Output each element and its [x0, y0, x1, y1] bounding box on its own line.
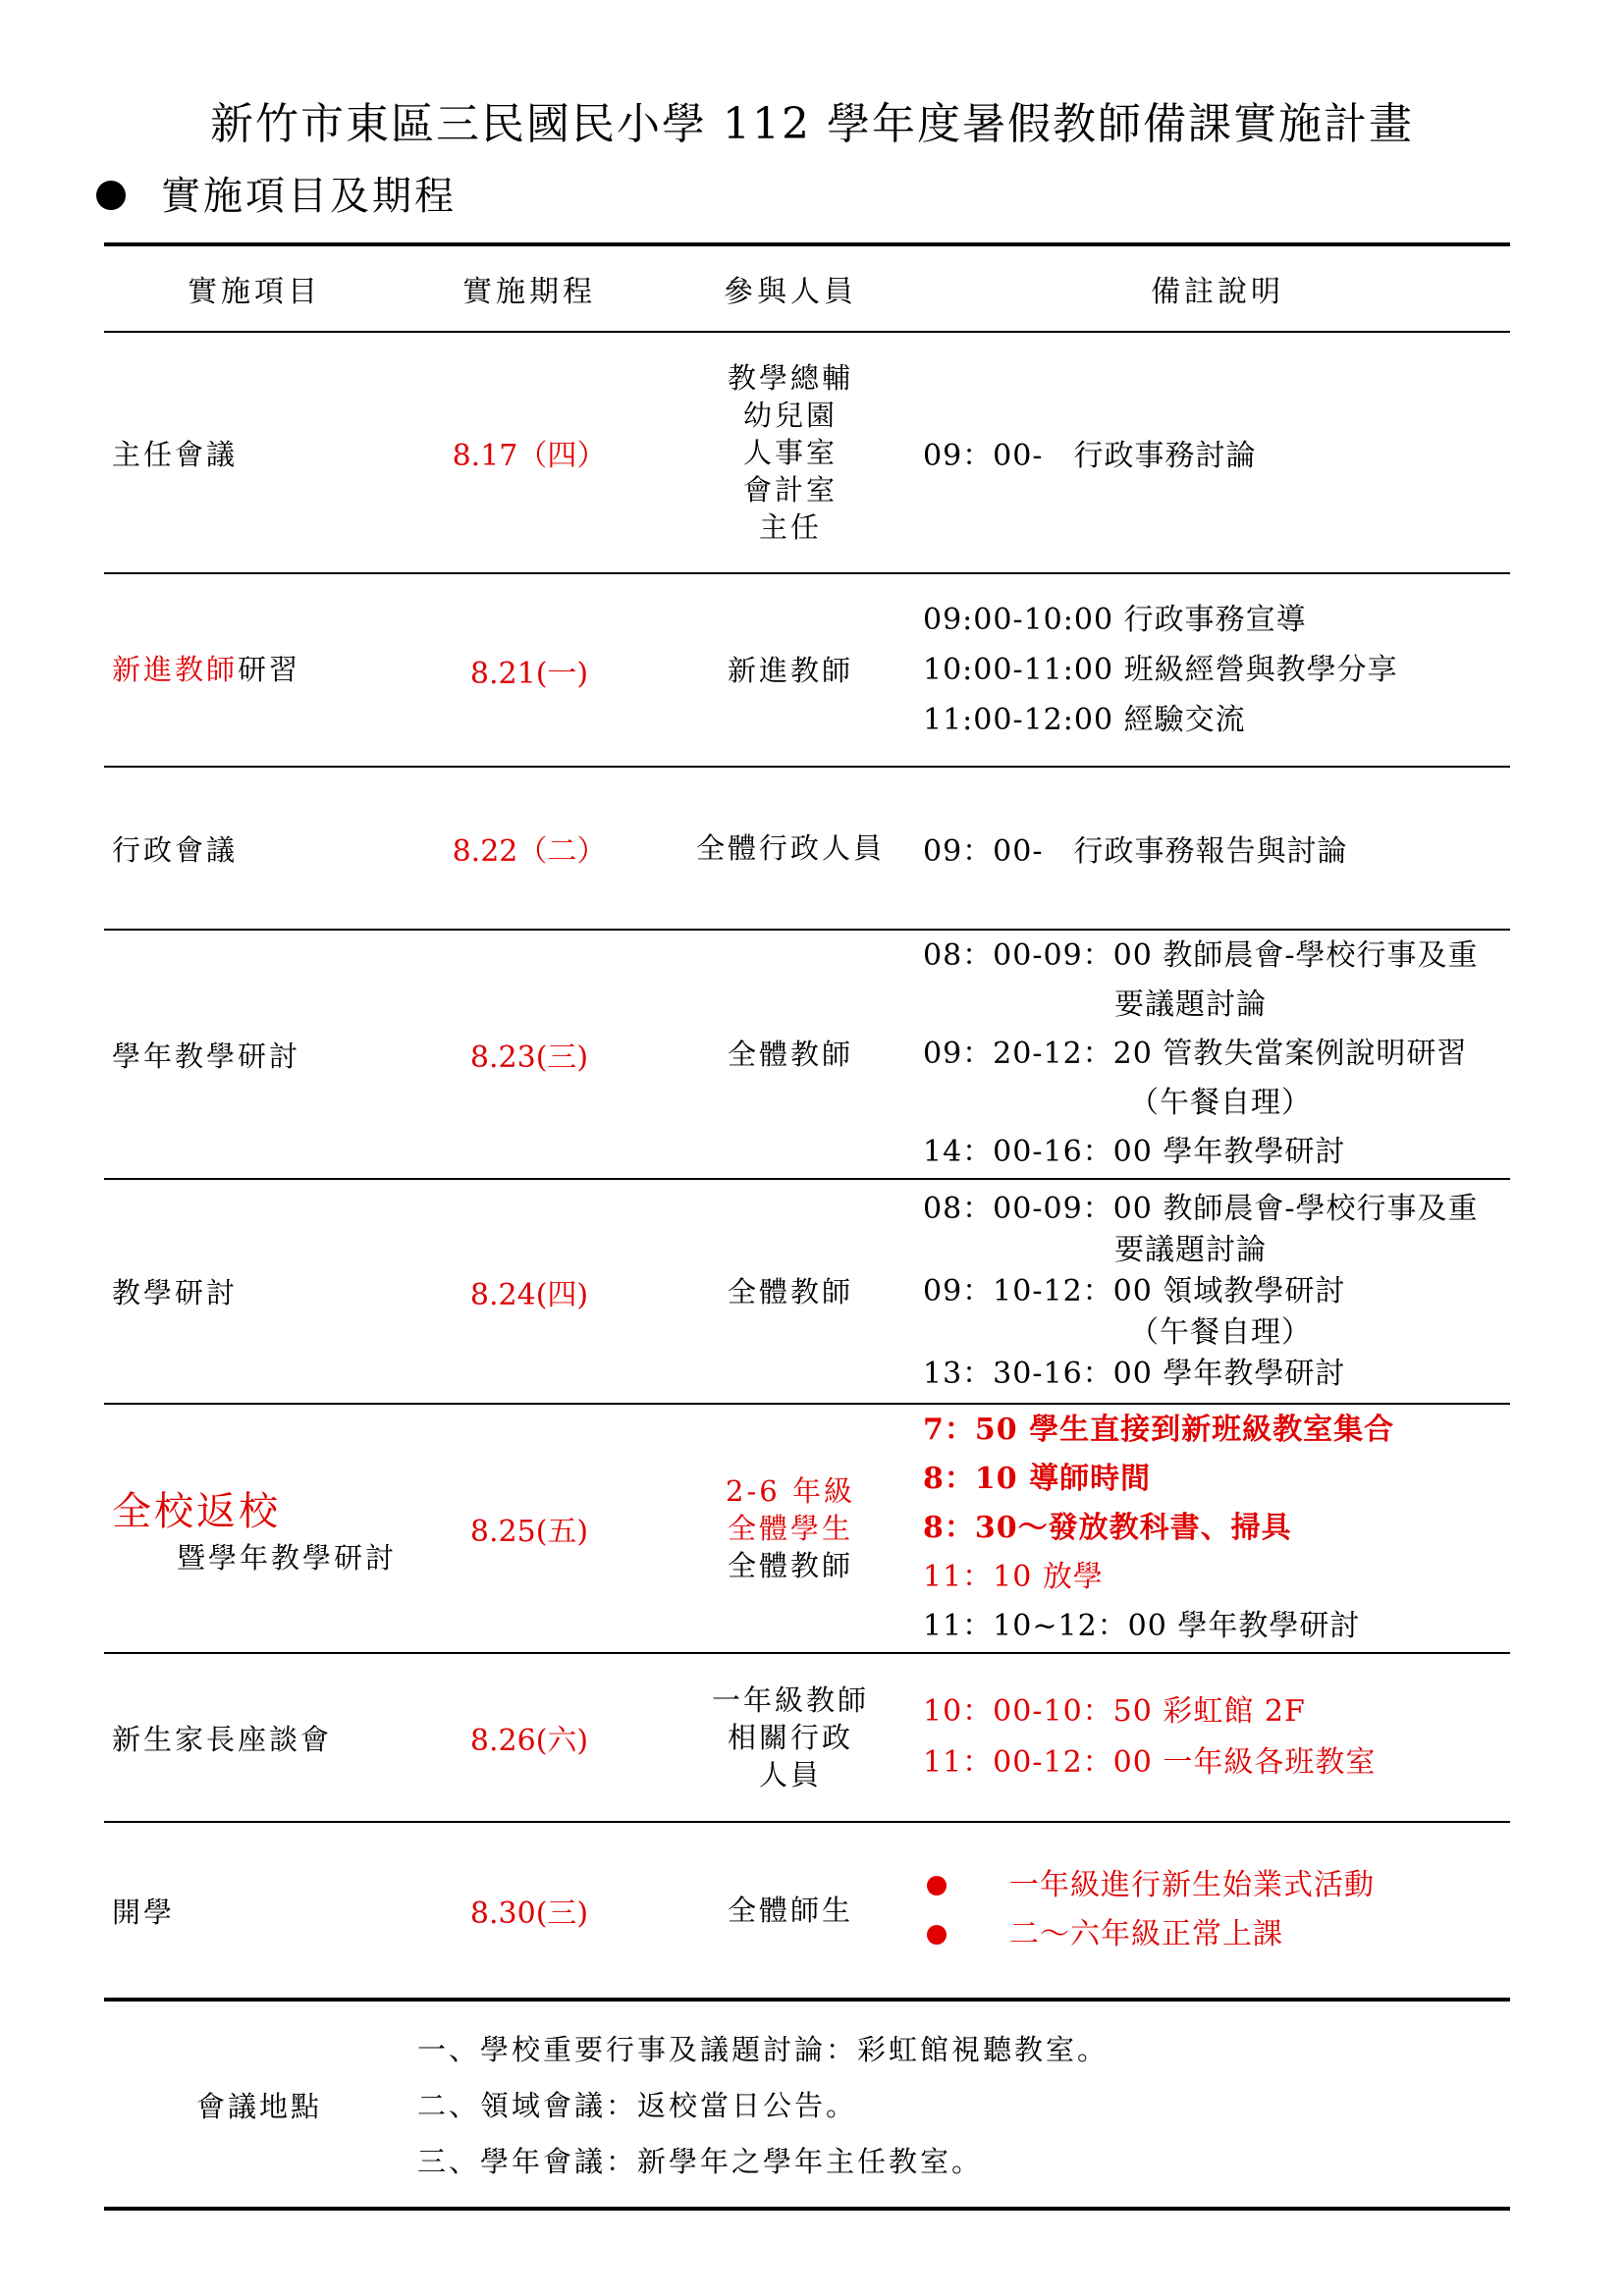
participant: 新進教師	[727, 653, 853, 687]
table-bottom-rule	[104, 1998, 1510, 2002]
date-cell: 8.17（四）	[452, 439, 607, 473]
date-cell: 8.26(六)	[469, 1724, 589, 1758]
item-cell: 開學	[112, 1895, 176, 1929]
date-cell: 8.22（二）	[452, 834, 607, 869]
participant: 人員	[758, 1758, 822, 1791]
bullet-dot-icon	[96, 181, 126, 210]
participant: 人事室	[742, 436, 838, 469]
note-line: 09：00- 行政事務討論	[923, 439, 1257, 473]
location-item: 一、學校重要行事及議題討論：彩虹館視聽教室。	[417, 2033, 1110, 2066]
section-heading-text: 實施項目及期程	[161, 174, 457, 219]
header-date: 實施期程	[462, 274, 596, 309]
header-item: 實施項目	[188, 274, 321, 309]
note-line: 11:00-12:00 經驗交流	[923, 703, 1246, 737]
note-line: 10：00-10：50 彩虹館 2F	[923, 1694, 1306, 1729]
date-cell: 8.25(五)	[469, 1515, 589, 1549]
participant: 2-6 年級	[726, 1474, 855, 1508]
bullet-text: 二～六年級正常上課	[1009, 1917, 1283, 1951]
participant: 一年級教師	[711, 1683, 869, 1717]
page-title: 新竹市東區三民國民小學 112 學年度暑假教師備課實施計畫	[210, 99, 1414, 149]
participant: 全體行政人員	[695, 831, 885, 865]
participants-cell	[658, 1180, 923, 1403]
participant: 全體教師	[727, 1038, 853, 1071]
header-participants: 參與人員	[724, 274, 857, 309]
item-cell: 學年教學研討	[112, 1039, 301, 1073]
notes-cell	[923, 333, 1512, 572]
notes-cell	[923, 1823, 1512, 1998]
note-line: 要議題討論	[1114, 988, 1267, 1022]
note-line: 10:00-11:00 班級經營與教學分享	[923, 653, 1398, 687]
item-text: 研習	[238, 653, 301, 686]
item-cell	[112, 574, 426, 766]
participants-cell	[658, 574, 923, 766]
meeting-location-label: 會議地點	[196, 2090, 323, 2123]
note-line: 要議題討論	[1114, 1232, 1267, 1267]
item-cell: 行政會議	[112, 832, 239, 867]
notes-cell	[923, 1405, 1512, 1652]
notes-cell	[923, 931, 1512, 1178]
note-line: 7：50 學生直接到新班級教室集合	[923, 1413, 1395, 1447]
item-highlight: 新進教師	[112, 653, 239, 686]
bullet-dot-icon	[927, 1876, 947, 1896]
item-highlight: 全校返校	[112, 1489, 281, 1534]
location-item: 三、學年會議：新學年之學年主任教室。	[417, 2145, 984, 2178]
note-line: 11：00-12：00 一年級各班教室	[923, 1745, 1377, 1780]
note-line: 09：00- 行政事務報告與討論	[923, 834, 1348, 869]
date-cell: 8.30(三)	[469, 1896, 589, 1931]
note-line: （午餐自理）	[1129, 1314, 1312, 1350]
notes-cell	[923, 768, 1512, 929]
participants-cell	[658, 1654, 923, 1821]
item-cell: 主任會議	[112, 437, 239, 471]
participant: 教學總輔	[727, 361, 853, 395]
note-line: 14：00-16：00 學年教學研討	[923, 1135, 1346, 1169]
item-cell: 教學研討	[112, 1276, 239, 1309]
participant: 全體教師	[727, 1549, 853, 1582]
participant: 全體學生	[727, 1512, 853, 1545]
participants-cell	[658, 1823, 923, 1998]
item-cell	[112, 1405, 426, 1652]
date-cell: 8.24(四)	[469, 1277, 589, 1312]
item-text: 暨學年教學研討	[177, 1541, 398, 1575]
participants-cell	[658, 333, 923, 572]
notes-cell	[923, 1180, 1512, 1403]
participant: 會計室	[742, 473, 838, 507]
section-heading	[96, 165, 457, 221]
date-cell: 8.23(三)	[469, 1041, 589, 1075]
note-line: 09:00-10:00 行政事務宣導	[923, 603, 1307, 637]
participants-cell	[658, 768, 923, 929]
note-line: 11：10 放學	[923, 1560, 1104, 1594]
participant: 全體師生	[727, 1894, 853, 1927]
note-line: 09：20-12：20 管教失當案例說明研習	[923, 1037, 1468, 1071]
note-line: 11：10~12：00 學年教學研討	[923, 1609, 1361, 1643]
note-line: 8：30～發放教科書、掃具	[923, 1511, 1292, 1545]
participant: 幼兒園	[742, 399, 838, 432]
notes-cell	[923, 1654, 1512, 1821]
date-cell: 8.21(一)	[469, 656, 589, 691]
participants-cell	[658, 1405, 923, 1652]
participants-cell	[658, 931, 923, 1178]
note-line: 13：30-16：00 學年教學研討	[923, 1356, 1346, 1391]
bullet-dot-icon	[927, 1925, 947, 1945]
notes-cell	[923, 574, 1512, 766]
note-line: （午餐自理）	[1129, 1086, 1312, 1120]
location-item: 二、領域會議：返校當日公告。	[417, 2089, 858, 2122]
note-line: 08：00-09：00 教師晨會-學校行事及重	[923, 938, 1479, 973]
bullet-text: 一年級進行新生始業式活動	[1009, 1868, 1375, 1902]
footer-bottom-rule	[104, 2207, 1510, 2211]
item-cell: 新生家長座談會	[112, 1722, 333, 1756]
note-line: 09：10-12：00 領域教學研討	[923, 1273, 1346, 1308]
bullet-item	[923, 1910, 1512, 1959]
header-notes: 備註說明	[1151, 274, 1284, 309]
note-line: 08：00-09：00 教師晨會-學校行事及重	[923, 1191, 1479, 1226]
participant: 主任	[758, 510, 822, 544]
bullet-item	[923, 1861, 1512, 1910]
participant: 相關行政	[727, 1721, 853, 1754]
participant: 全體教師	[727, 1274, 853, 1308]
note-line: 8：10 導師時間	[923, 1462, 1152, 1496]
